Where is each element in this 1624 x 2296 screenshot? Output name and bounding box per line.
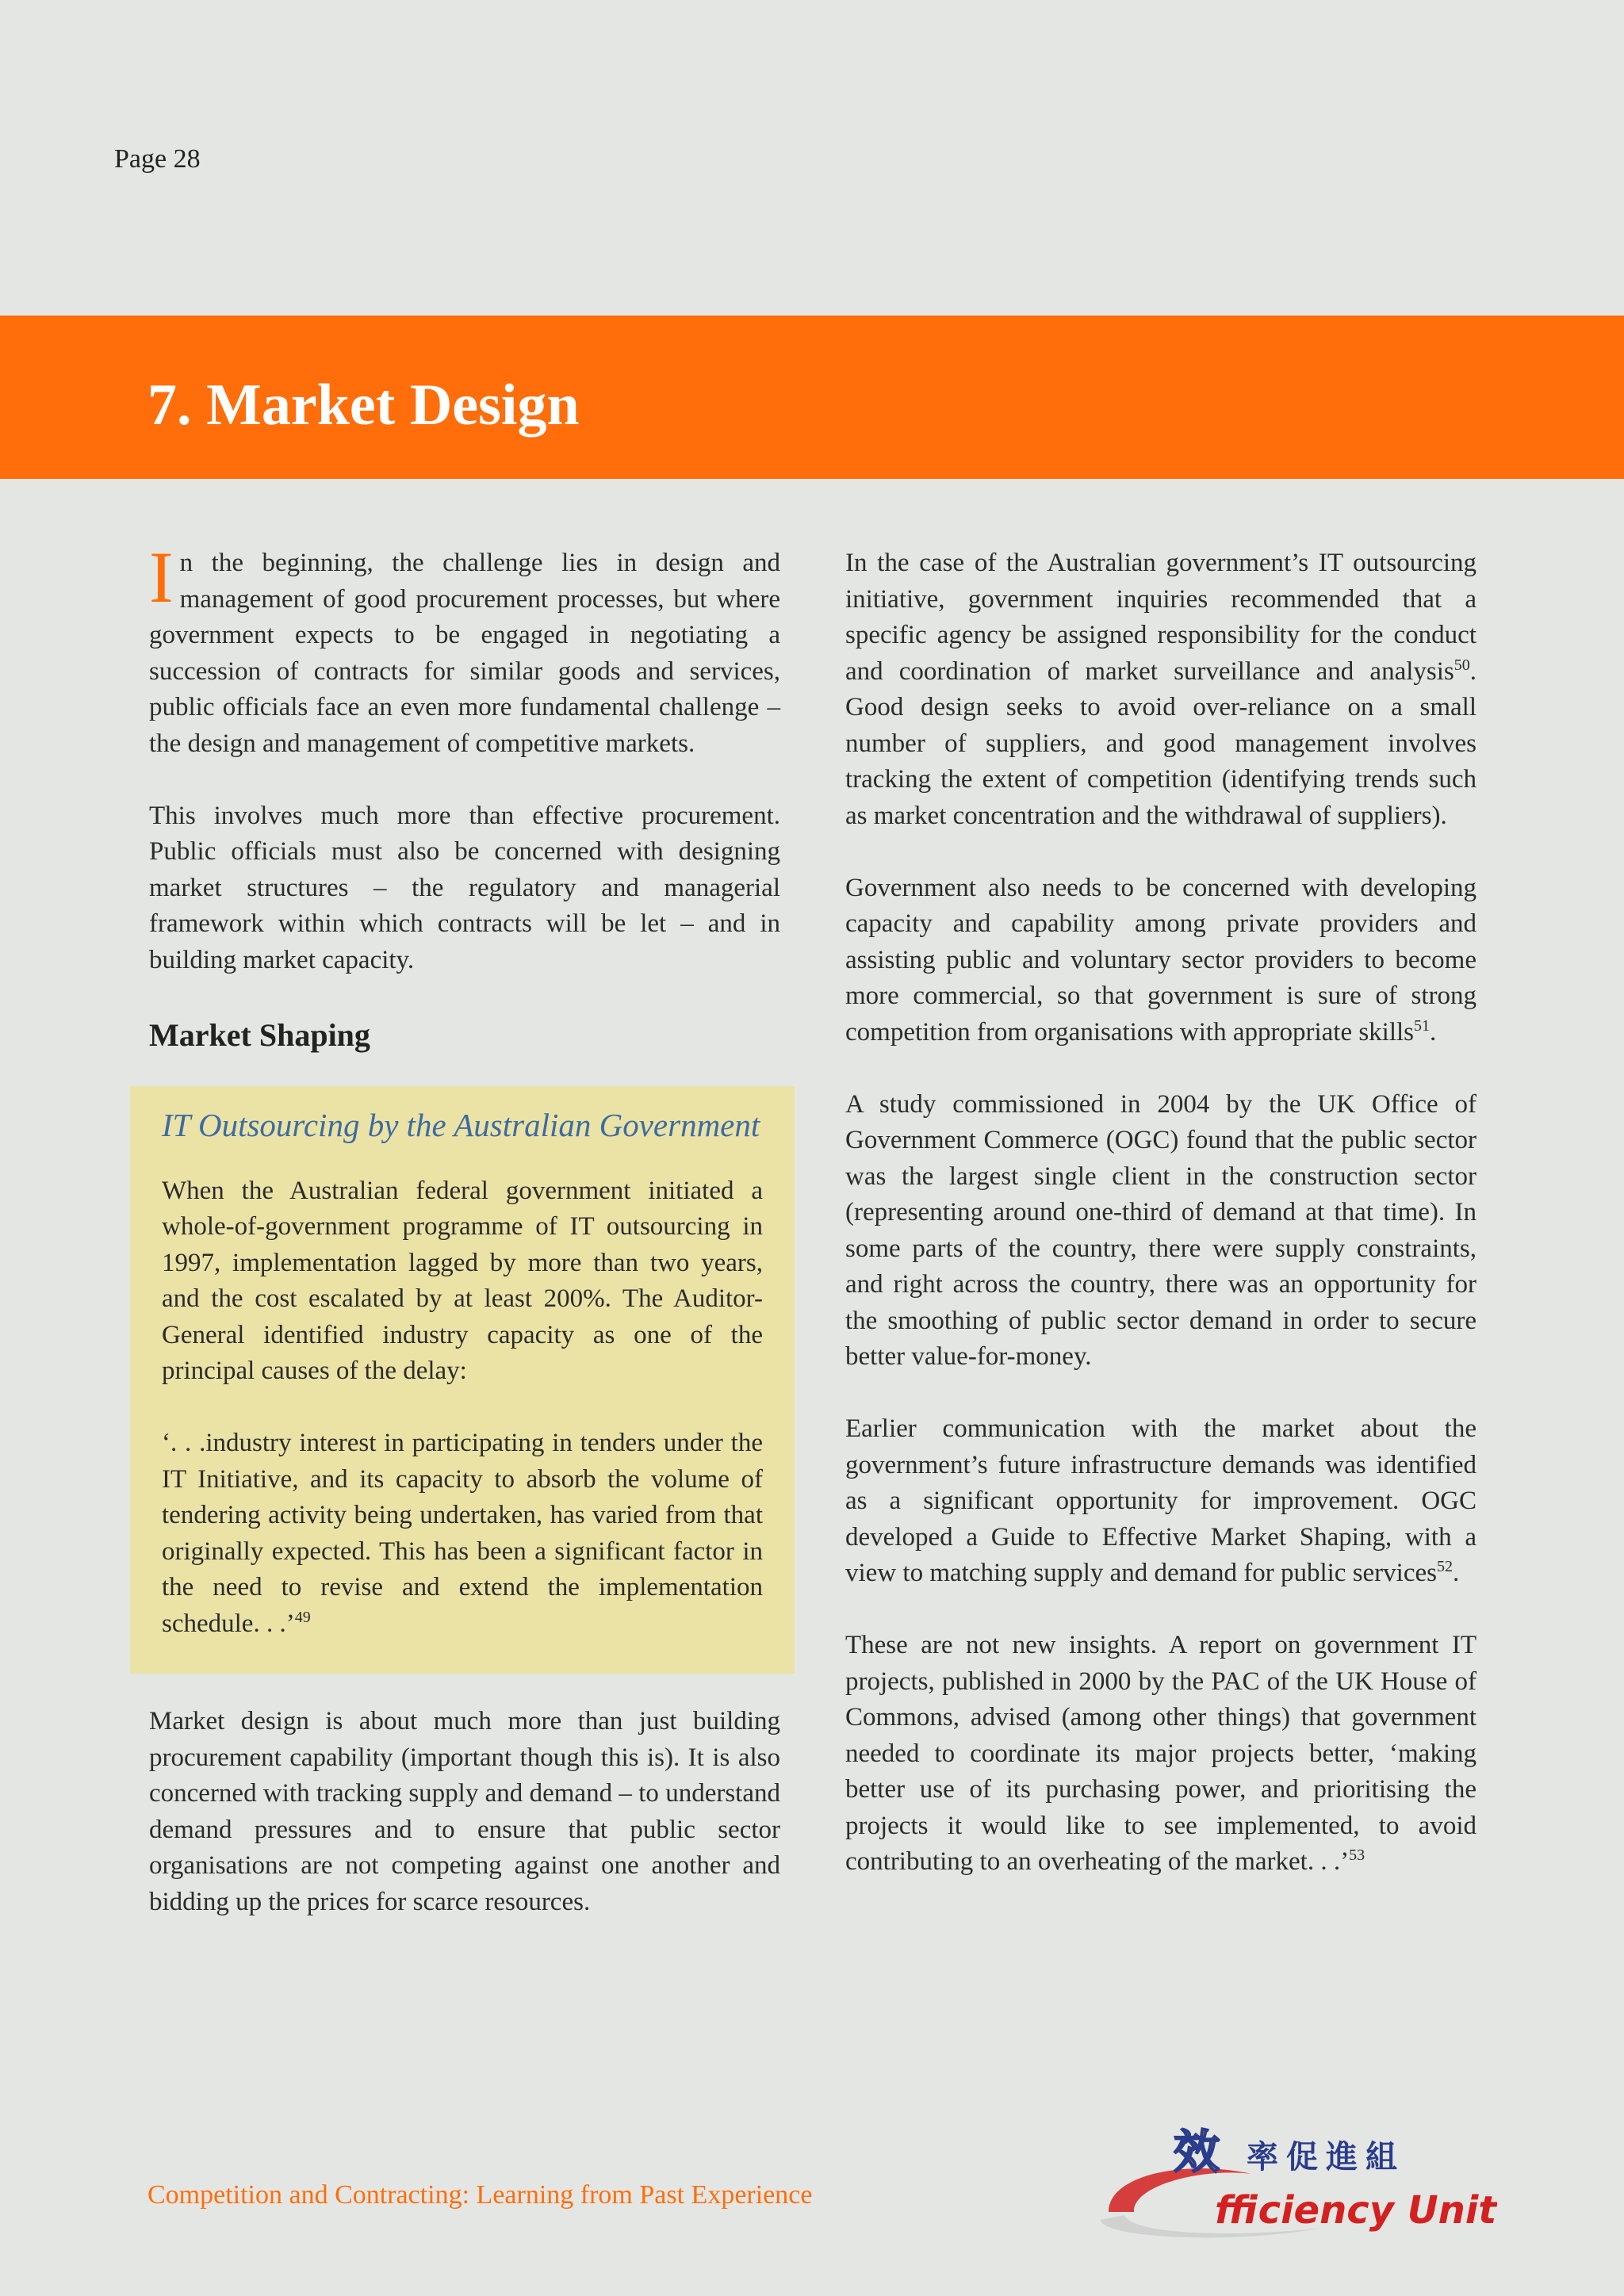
page-number: Page 28 [114,144,201,174]
paragraph-capacity [845,871,1477,1051]
case-study-box [130,1086,795,1674]
footer-publication-title: Competition and Contracting: Learning from Past Experience [147,2180,813,2210]
paragraph-earlier-communication [845,1411,1477,1592]
footnote-ref-52[interactable]: 52 [1436,1558,1453,1575]
paragraph-text: . [1430,1017,1437,1047]
paragraph-text: In the case of the Australian government’s IT outsourcing initiative, government inquiries recommended that a specific agency be assigned responsibility for the conduct and coordination of market surveillance and analysis [845,549,1477,686]
logo-chinese-text: 率促進組 [1247,2139,1405,2175]
case-study-title: IT Outsourcing by the Australian Government [162,1106,760,1143]
footnote-ref-51[interactable]: 51 [1414,1016,1431,1035]
paragraph-text: Government also needs to be concerned with developing capacity and capability among private providers and assisting public and voluntary sector providers to become more commercial, so that government is sure of strong competition from organisations with appropriate skills [845,873,1477,1047]
right-column [845,545,1477,1916]
paragraph-text: . [1452,1559,1460,1587]
quote-text: ‘. . .industry interest in participating in tenders under the IT Initiative, and its capacity to absorb the volume of tendering activity being undertaken, has varied from that originally expected. This has been a significant factor in the need to revise and extend the implementation schedule. . .’ [162,1429,763,1638]
intro-paragraph [149,537,780,762]
paragraph-australian-case [845,545,1477,834]
left-column [149,537,780,1957]
paragraph-text: . Good design seeks to avoid over-reliance on a small number of suppliers, and good management involves tracking the extent of competition (identifying trends such as market concentration and the withdrawal of suppliers). [845,656,1477,830]
paragraph-market-design: Market design is about much more than just building procurement capability (important though this is). It is also concerned with tracking supply and demand – to understand demand pressures and to ensure that public sector organisations are not competing against one another and bidding up the prices for scarce resources. [149,1707,780,1916]
case-study-quote [162,1425,763,1642]
efficiency-unit-logo [1085,2118,1497,2245]
paragraph-text: These are not new insights. A report on government IT projects, published in 2000 by the PAC of the UK House of Commons, advised (among other things) that government needed to coordinate its major projects better, ‘making better use of its purchasing power, and prioritising the projects it would like to see implemented, to avoid contributing to an overheating of the market. . .’ [845,1631,1477,1876]
intro-text: n the beginning, the challenge lies in design and management of good procurement processes, but where government expects to be engaged in negotiating a succession of contracts for similar goods and services, public officials face an even more fundamental challenge – the design and management of competitive markets. [149,549,780,758]
footnote-ref-49[interactable]: 49 [294,1608,311,1626]
paragraph-procurement: This involves much more than effective procurement. Public officials must also be concerned with designing market structures – the regulatory and managerial framework within which contracts will be let – and in building market capacity. [149,801,780,974]
section-heading-market-shaping: Market Shaping [149,1016,370,1053]
footnote-ref-53[interactable]: 53 [1349,1846,1365,1864]
chapter-title: 7. Market Design [147,373,580,438]
drop-cap: I [149,537,174,618]
paragraph-text: Earlier communication with the market about the government’s future infrastructure demands was identified as a significant opportunity for improvement. OGC developed a Guide to Effective Market Shaping, with a view to matching supply and demand for public services [845,1414,1477,1587]
footnote-ref-50[interactable]: 50 [1454,656,1470,674]
case-study-paragraph: When the Australian federal government initiated a whole-of-government programme of IT outsourcing in 1997, implementation lagged by more than two years, and the cost escalated by at least 200%. The Auditor-General identified industry capacity as one of the principal causes of the delay: [162,1176,763,1385]
logo-english-text: fficiency Unit [1215,2188,1497,2233]
paragraph-insights [845,1628,1477,1881]
logo-chinese-mark: 效 [1174,2125,1220,2179]
paragraph-ogc-study: A study commissioned in 2004 by the UK Office of Government Commerce (OGC) found that the public sector was the largest single client in the construction sector (representing around one-third of demand at that time). In some parts of the country, there were supply constraints, and right across the country, there was an opportunity for the smoothing of public sector demand in order to secure better value-for-money. [845,1089,1477,1371]
